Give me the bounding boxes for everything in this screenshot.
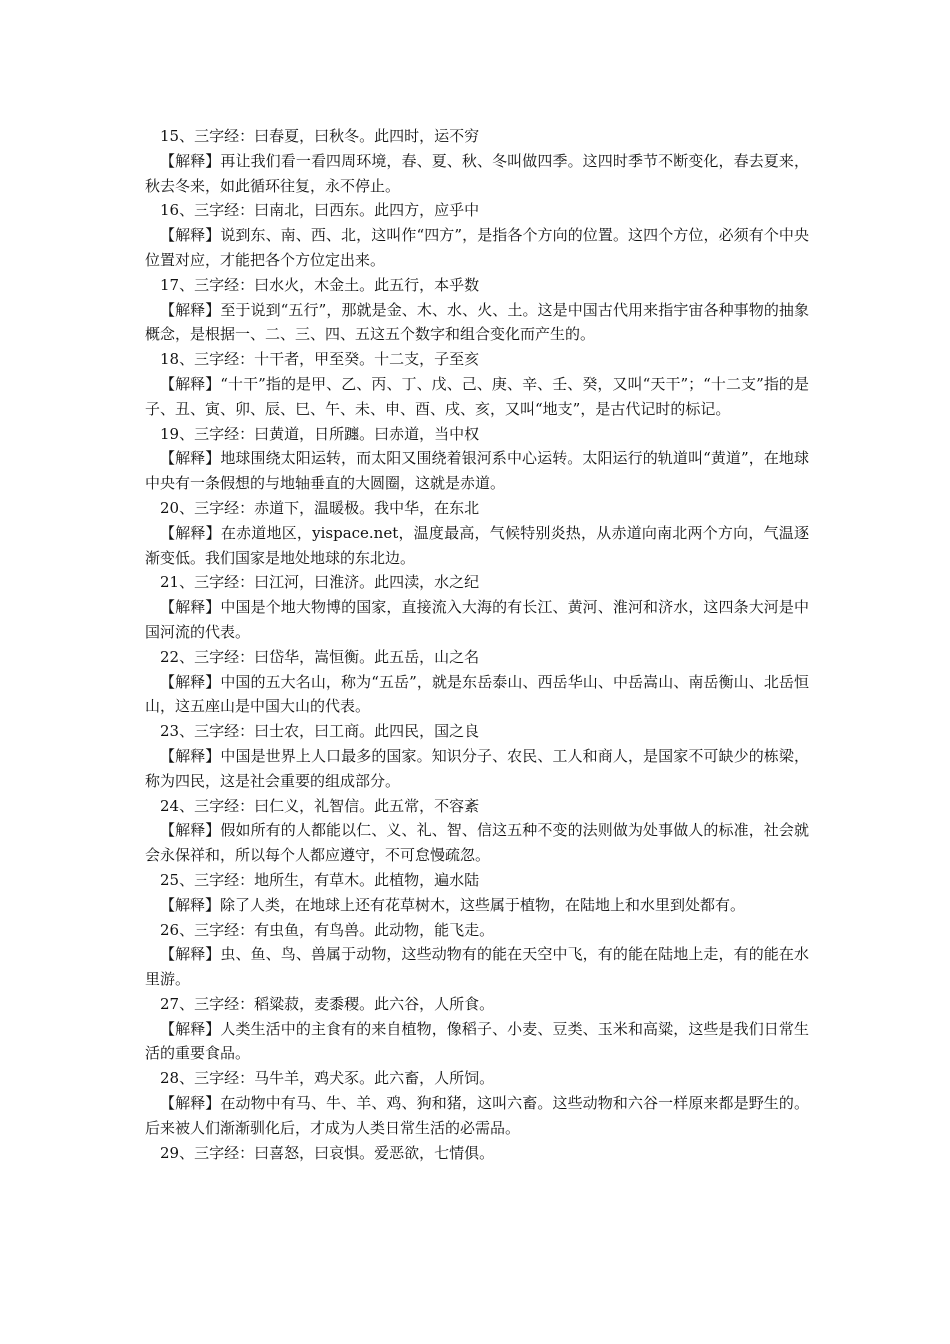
explanation-paragraph: 【解释】说到东、南、西、北，这叫作“四方”，是指各个方向的位置。这四个方位，必须有个中央位置对应，才能把各个方位定出来。	[145, 226, 809, 269]
verse-line: 22、三字经：曰岱华，嵩恒衡。此五岳，山之名	[160, 647, 480, 666]
verse-line: 27、三字经：稻粱菽，麦黍稷。此六谷，人所食。	[160, 994, 495, 1013]
explanation-paragraph: 【解释】中国的五大名山，称为“五岳”，就是东岳泰山、西岳华山、中岳嵩山、南岳衡山、北岳恒山，这五座山是中国大山的代表。	[145, 672, 809, 716]
document-body	[145, 124, 809, 1165]
verse-line: 20、三字经：赤道下，温暖极。我中华，在东北	[160, 498, 480, 517]
explanation-paragraph: 【解释】除了人类，在地球上还有花草树木，这些属于植物，在陆地上和水里到处都有。	[160, 895, 746, 914]
explanation-paragraph: 【解释】人类生活中的主食有的来自植物，像稻子、小麦、豆类、玉米和高粱，这些是我们日常生活的重要食品。	[145, 1019, 809, 1063]
verse-line: 21、三字经：曰江河，曰淮济。此四渎，水之纪	[160, 573, 480, 592]
verse-line: 17、三字经：曰水火，木金土。此五行，本乎数	[160, 275, 480, 294]
verse-line: 24、三字经：曰仁义，礼智信。此五常，不容紊	[160, 796, 480, 815]
verse-line: 19、三字经：曰黄道，日所躔。曰赤道，当中权	[160, 424, 480, 443]
explanation-paragraph: 【解释】在赤道地区，yispace.net，温度最高，气候特别炎热，从赤道向南北两个方向，气温逐渐变低。我们国家是地处地球的东北边。	[145, 523, 809, 567]
verse-line: 23、三字经：曰士农，曰工商。此四民，国之良	[160, 722, 480, 741]
explanation-paragraph: 【解释】至于说到“五行”，那就是金、木、水、火、土。这是中国古代用来指宇宙各种事物的抽象概念，是根据一、二、三、四、五这五个数字和组合变化而产生的。	[145, 300, 809, 344]
explanation-paragraph: 【解释】“十干”指的是甲、乙、丙、丁、戊、己、庚、辛、壬、癸，又叫“天干”；“十二支”指的是子、丑、寅、卯、辰、巳、午、未、申、酉、戌、亥，又叫“地支”，是古代记时的标记。	[145, 374, 809, 418]
verse-line: 25、三字经：地所生，有草木。此植物，遍水陆	[160, 870, 480, 889]
verse-line: 29、三字经：曰喜怒，曰哀惧。爱恶欲，七情俱。	[160, 1143, 495, 1162]
explanation-paragraph: 【解释】再让我们看一看四周环境，春、夏、秋、冬叫做四季。这四时季节不断变化，春去夏来，秋去冬来，如此循环往复，永不停止。	[145, 151, 809, 195]
explanation-paragraph: 【解释】假如所有的人都能以仁、义、礼、智、信这五种不变的法则做为处事做人的标准，社会就会永保祥和，所以每个人都应遵守，不可怠慢疏忽。	[145, 821, 809, 865]
verse-line: 26、三字经：有虫鱼，有鸟兽。此动物，能飞走。	[160, 920, 495, 939]
verse-line: 16、三字经：曰南北，曰西东。此四方，应乎中	[160, 201, 480, 220]
explanation-paragraph: 【解释】中国是世界上人口最多的国家。知识分子、农民、工人和商人，是国家不可缺少的栋梁，称为四民，这是社会重要的组成部分。	[145, 746, 809, 790]
explanation-paragraph: 【解释】地球围绕太阳运转，而太阳又围绕着银河系中心运转。太阳运行的轨道叫“黄道”，在地球中央有一条假想的与地轴垂直的大圆圈，这就是赤道。	[145, 449, 809, 493]
document-page	[145, 124, 809, 1165]
explanation-paragraph: 【解释】中国是个地大物博的国家，直接流入大海的有长江、黄河、淮河和济水，这四条大河是中国河流的代表。	[145, 598, 809, 641]
explanation-paragraph: 【解释】在动物中有马、牛、羊、鸡、狗和猪，这叫六畜。这些动物和六谷一样原来都是野生的。后来被人们渐渐驯化后，才成为人类日常生活的必需品。	[145, 1094, 809, 1137]
verse-line: 15、三字经：曰春夏，曰秋冬。此四时，运不穷	[160, 127, 480, 145]
verse-line: 18、三字经：十干者，甲至癸。十二支，子至亥	[160, 350, 480, 369]
explanation-paragraph: 【解释】虫、鱼、鸟、兽属于动物，这些动物有的能在天空中飞，有的能在陆地上走，有的能在水里游。	[145, 945, 809, 989]
verse-line: 28、三字经：马牛羊，鸡犬豕。此六畜，人所饲。	[160, 1069, 495, 1088]
